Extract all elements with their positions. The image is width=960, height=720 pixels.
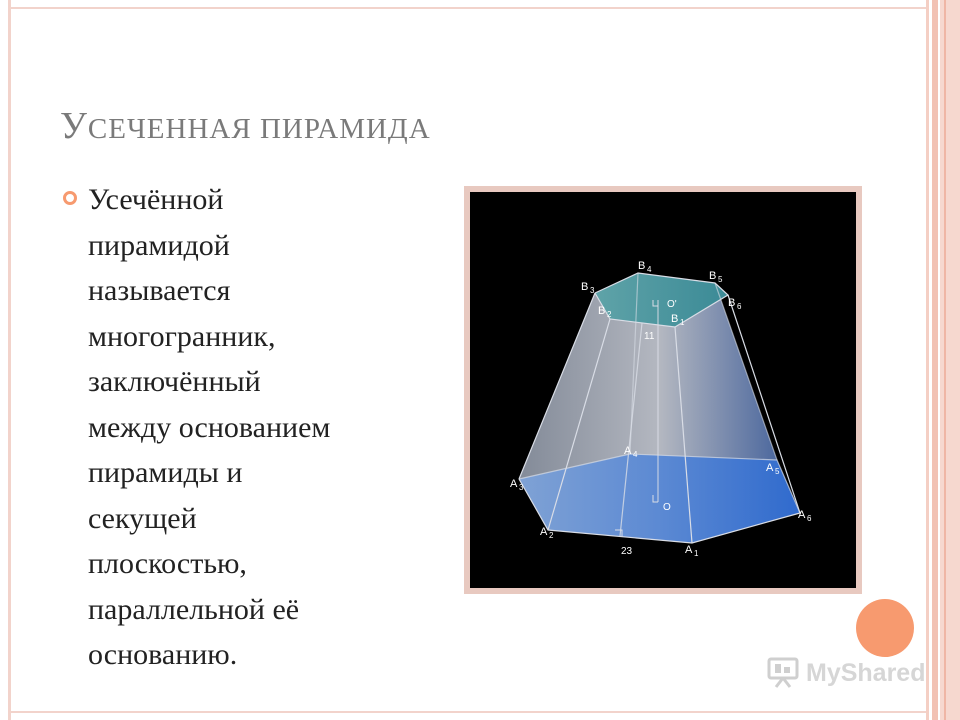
definition-line: называется — [88, 274, 231, 307]
definition-line: многогранник, — [88, 319, 276, 353]
label-b3 — [581, 281, 595, 295]
definition-line: пирамиды и — [88, 456, 243, 489]
svg-text:B: B — [709, 270, 717, 282]
definition-line: пирамидой — [88, 228, 230, 262]
svg-text:B: B — [728, 297, 736, 309]
svg-text:3: 3 — [519, 483, 524, 492]
svg-text:1: 1 — [680, 318, 685, 327]
definition-line: Усечённой — [88, 183, 224, 216]
definition-text — [88, 177, 448, 678]
label-a6 — [798, 509, 812, 523]
svg-text:B: B — [671, 313, 679, 325]
label-b4 — [638, 260, 652, 274]
frustum-figure — [464, 186, 862, 594]
svg-text:4: 4 — [647, 265, 652, 274]
svg-text:1: 1 — [694, 549, 699, 558]
title-rest: СЕЧЕННАЯ ПИРАМИДА — [87, 113, 431, 145]
label-b6 — [728, 297, 742, 311]
svg-text:B: B — [598, 305, 606, 317]
svg-text:5: 5 — [718, 275, 723, 284]
watermark — [766, 655, 926, 691]
svg-text:A: A — [685, 544, 693, 556]
label-o: O — [663, 502, 671, 513]
definition-line: секущей — [88, 501, 197, 535]
label-o-prime: O' — [667, 299, 677, 310]
watermark-text: MyShared — [806, 659, 926, 687]
definition-line: между основанием — [88, 410, 331, 444]
svg-text:2: 2 — [607, 310, 612, 319]
svg-text:A: A — [766, 462, 774, 474]
definition-line: параллельной её — [88, 592, 300, 626]
definition-line: основанию. — [88, 638, 238, 671]
svg-text:A: A — [624, 445, 632, 457]
svg-text:2: 2 — [549, 531, 554, 540]
frustum-canvas — [470, 192, 856, 588]
bullet-icon — [62, 190, 78, 206]
right-stripe — [940, 0, 960, 720]
definition-line: заключённый — [88, 365, 261, 398]
frame-bottom-line — [8, 711, 926, 713]
right-stripe — [926, 0, 929, 720]
decorative-circle — [856, 599, 914, 657]
svg-text:A: A — [540, 526, 548, 538]
svg-text:4: 4 — [633, 450, 638, 459]
measure-bottom: 23 — [621, 546, 633, 557]
slide-title — [60, 104, 431, 148]
svg-text:5: 5 — [775, 467, 780, 476]
definition-line: плоскостью, — [88, 547, 247, 580]
svg-text:6: 6 — [737, 302, 742, 311]
right-stripe — [944, 0, 946, 720]
svg-text:3: 3 — [590, 286, 595, 295]
measure-top: 11 — [644, 331, 655, 342]
frame-top-line — [8, 7, 926, 9]
title-initial: У — [60, 105, 88, 147]
svg-text:B: B — [638, 260, 646, 272]
right-stripe — [932, 0, 938, 720]
svg-text:A: A — [510, 478, 518, 490]
label-a1 — [685, 544, 699, 558]
presentation-icon — [766, 655, 802, 689]
svg-text:B: B — [581, 281, 589, 293]
frustum-diagram — [470, 192, 856, 588]
label-b5 — [709, 270, 723, 284]
frame-left-line — [8, 0, 11, 720]
svg-text:A: A — [798, 509, 806, 521]
svg-text:6: 6 — [807, 514, 812, 523]
